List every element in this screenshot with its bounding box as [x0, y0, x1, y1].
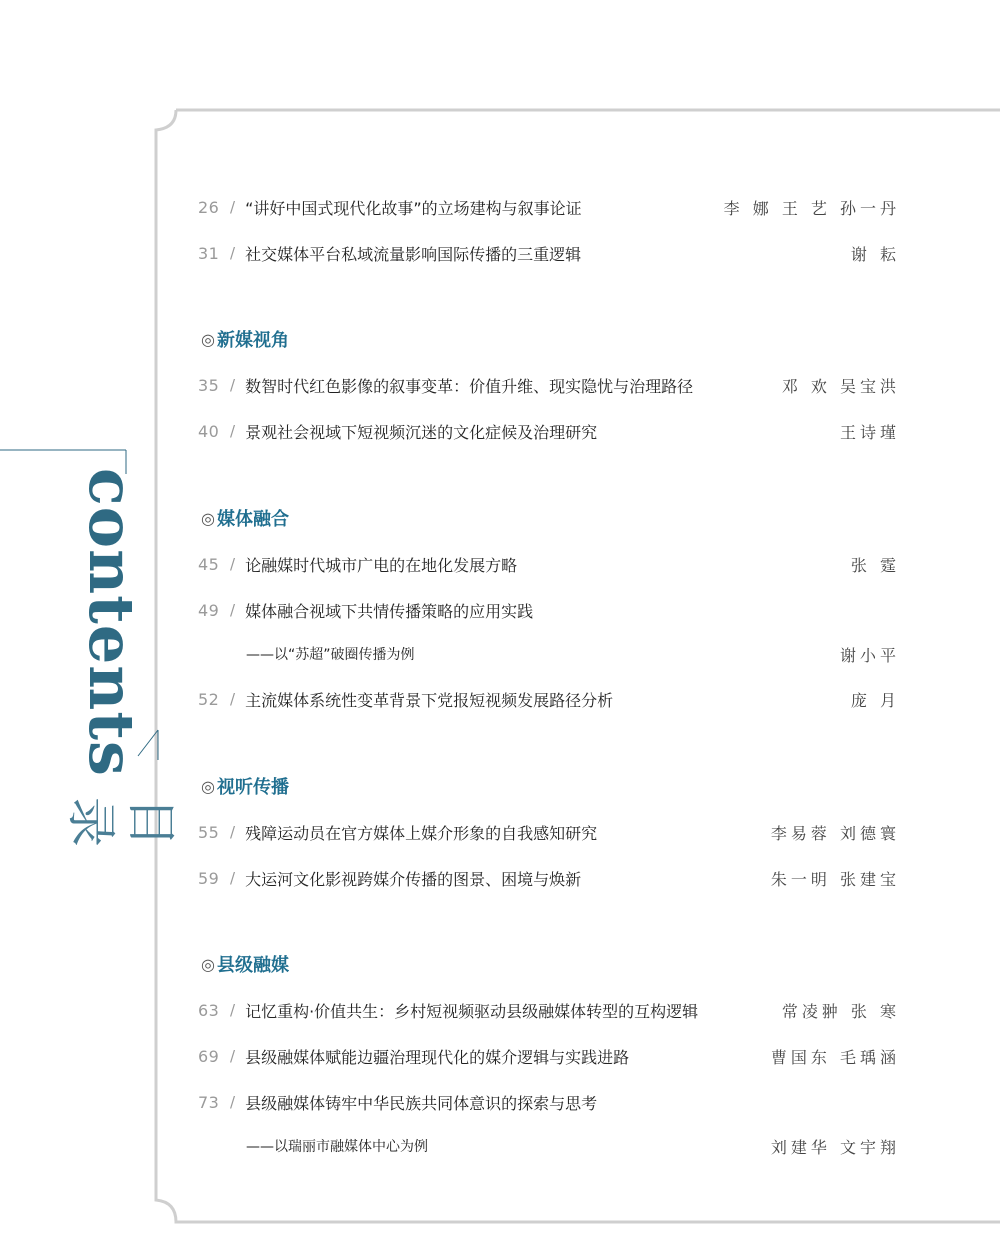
toc-subtitle[interactable] — [246, 641, 900, 667]
contents-title: contents — [75, 468, 148, 777]
entry-authors: 王诗瑾 — [839, 422, 900, 442]
separator: / — [230, 198, 236, 216]
page-number: 26 — [198, 197, 220, 217]
separator: / — [230, 1047, 236, 1065]
mulu-title: 目录 — [62, 797, 180, 847]
entry-authors: 常凌翀 张 寒 — [781, 1001, 900, 1021]
toc-entry[interactable] — [198, 193, 900, 221]
separator: / — [230, 376, 236, 394]
entry-title: 景观社会视域下短视频沉迷的文化症候及治理研究 — [245, 422, 598, 442]
entry-subtitle: ——以瑞丽市融媒体中心为例 — [246, 1139, 428, 1155]
section-title: 媒体融合 — [216, 509, 289, 530]
entry-title: 残障运动员在官方媒体上媒介形象的自我感知研究 — [245, 823, 598, 843]
toc-entry[interactable] — [198, 1042, 900, 1070]
separator: / — [230, 823, 236, 841]
section-title: 县级融媒 — [216, 955, 289, 976]
section-title: 新媒视角 — [216, 330, 289, 351]
entry-title: 社交媒体平台私域流量影响国际传播的三重逻辑 — [245, 244, 582, 264]
entry-authors: 李 娜 王 艺 孙一丹 — [723, 198, 900, 218]
separator: / — [230, 244, 236, 262]
entry-authors: 朱一明 张建宝 — [770, 869, 900, 889]
page-number: 40 — [198, 421, 220, 441]
entry-subtitle: ——以“苏超”破圈传播为例 — [246, 647, 415, 663]
entry-title: 论融媒时代城市广电的在地化发展方略 — [245, 555, 518, 575]
page-number: 35 — [198, 375, 220, 395]
entry-authors: 谢小平 — [839, 645, 900, 665]
page-number: 55 — [198, 822, 220, 842]
entry-authors: 谢 耘 — [850, 244, 900, 264]
toc-entry[interactable] — [198, 239, 900, 267]
section-mark: ◎ — [201, 776, 215, 796]
entry-authors: 曹国东 毛瑀涵 — [770, 1047, 900, 1067]
toc-entry[interactable] — [198, 596, 900, 624]
separator: / — [230, 422, 236, 440]
page-number: 69 — [198, 1046, 220, 1066]
page-number: 59 — [198, 868, 220, 888]
entry-authors: 刘建华 文宇翔 — [770, 1137, 900, 1157]
entry-authors: 李易蓉 刘德寰 — [770, 823, 900, 843]
page-number: 73 — [198, 1092, 220, 1112]
entry-authors: 张 霆 — [850, 555, 900, 575]
toc-entry[interactable] — [198, 685, 900, 713]
entry-title: “讲好中国式现代化故事”的立场建构与叙事论证 — [245, 198, 582, 218]
toc-entry[interactable] — [198, 417, 900, 445]
page-number: 45 — [198, 554, 220, 574]
section-mark: ◎ — [201, 508, 215, 528]
toc-entry[interactable] — [198, 1088, 900, 1116]
separator: / — [230, 690, 236, 708]
section-title: 视听传播 — [216, 777, 289, 798]
entry-title: 记忆重构·价值共生：乡村短视频驱动县级融媒体转型的互构逻辑 — [245, 1001, 699, 1021]
entry-title: 数智时代红色影像的叙事变革：价值升维、现实隐忧与治理路径 — [245, 376, 694, 396]
entry-authors: 庞 月 — [850, 690, 900, 710]
toc-entry[interactable] — [198, 818, 900, 846]
entry-authors: 邓 欢 吴宝洪 — [781, 376, 900, 396]
separator: / — [230, 601, 236, 619]
entry-title: 县级融媒体赋能边疆治理现代化的媒介逻辑与实践进路 — [245, 1047, 630, 1067]
page-number: 52 — [198, 689, 220, 709]
section-heading — [201, 503, 289, 533]
entry-title: 大运河文化影视跨媒介传播的图景、困境与焕新 — [245, 869, 582, 889]
section-mark: ◎ — [201, 329, 215, 349]
section-mark: ◎ — [201, 954, 215, 974]
page-number: 31 — [198, 243, 220, 263]
separator: / — [230, 869, 236, 887]
toc-subtitle[interactable] — [246, 1133, 900, 1159]
toc-entry[interactable] — [198, 371, 900, 399]
toc-entry[interactable] — [198, 550, 900, 578]
separator: / — [230, 1093, 236, 1111]
section-heading — [201, 324, 289, 354]
separator: / — [230, 1001, 236, 1019]
page-number: 49 — [198, 600, 220, 620]
page-number: 63 — [198, 1000, 220, 1020]
section-heading — [201, 949, 289, 979]
toc-entry[interactable] — [198, 996, 900, 1024]
entry-title: 媒体融合视域下共情传播策略的应用实践 — [245, 601, 534, 621]
section-heading — [201, 771, 289, 801]
separator: / — [230, 555, 236, 573]
entry-title: 主流媒体系统性变革背景下党报短视频发展路径分析 — [245, 690, 614, 710]
toc-entry[interactable] — [198, 864, 900, 892]
entry-title: 县级融媒体铸牢中华民族共同体意识的探索与思考 — [245, 1093, 598, 1113]
